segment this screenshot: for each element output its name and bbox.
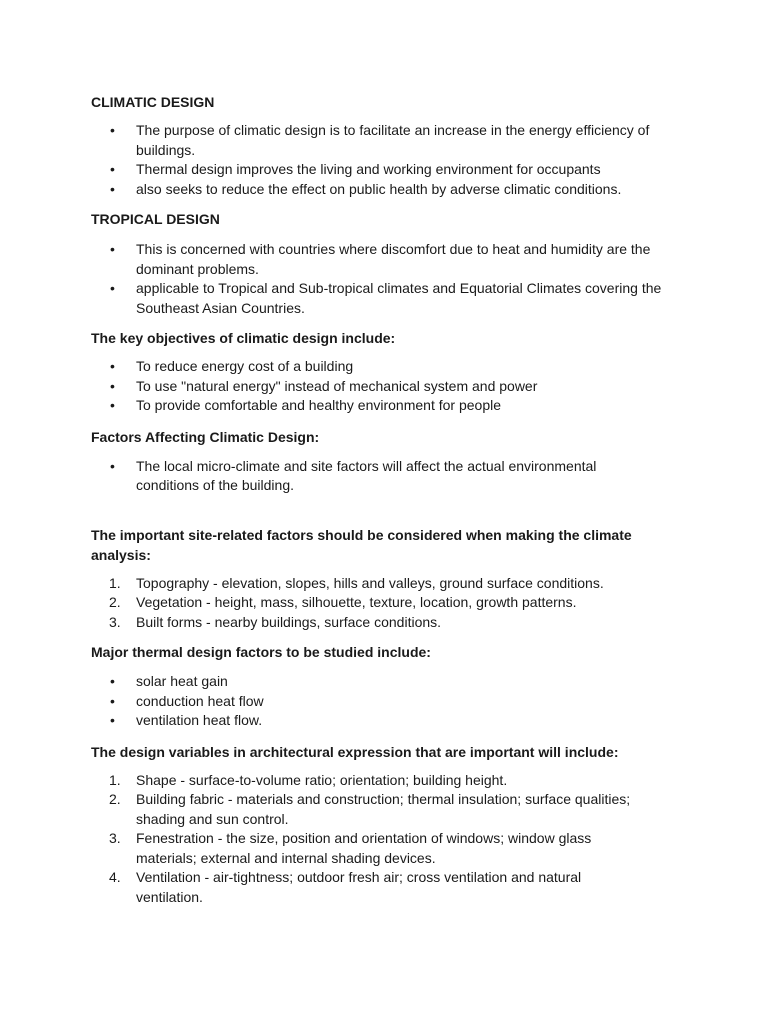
key-objectives-list: [91, 357, 708, 416]
climatic-design-list: [91, 121, 651, 199]
design-variables-list: [91, 771, 651, 908]
item-text: Building fabric - materials and construction; thermal insulation; surface qualities; shading and sun control.: [136, 791, 631, 827]
section-heading-thermal-factors: Major thermal design factors to be studied include:: [91, 644, 431, 660]
item-text: Fenestration - the size, position and orientation of windows; window glass materials; external and internal shading devices.: [136, 830, 592, 866]
item-number: 4.: [109, 869, 121, 885]
factors-list: [91, 457, 651, 496]
item-text: Shape - surface-to-volume ratio; orientation; building height.: [136, 771, 508, 788]
site-factors-list: [91, 574, 708, 633]
item-number: 1.: [109, 574, 121, 591]
section-heading-climatic-design: CLIMATIC DESIGN: [91, 94, 215, 110]
list-item: • solar heat gain: [91, 672, 708, 692]
list-item: • applicable to Tropical and Sub-tropical climates and Equatorial Climates covering the Southeast Asian Countries.: [91, 279, 691, 318]
list-item: [91, 593, 708, 613]
item-text: Vegetation - height, mass, silhouette, texture, location, growth patterns.: [136, 594, 577, 610]
tropical-design-list: [91, 240, 691, 318]
item-text: Topography - elevation, slopes, hills and valleys, ground surface conditions.: [136, 574, 604, 591]
list-item: • Thermal design improves the living and working environment for occupants: [91, 160, 651, 180]
list-item: • To reduce energy cost of a building: [91, 357, 708, 377]
item-number: 3.: [109, 830, 121, 846]
list-item: • ventilation heat flow.: [91, 711, 708, 731]
list-item: • To provide comfortable and healthy environment for people: [91, 396, 708, 416]
item-number: 2.: [109, 791, 121, 807]
item-number: 2.: [109, 594, 121, 610]
item-text: Ventilation - air-tightness; outdoor fresh air; cross ventilation and natural ventilation.: [136, 869, 582, 905]
item-text: Built forms - nearby buildings, surface conditions.: [136, 613, 442, 630]
list-item: • conduction heat flow: [91, 692, 708, 712]
list-item: • This is concerned with countries where discomfort due to heat and humidity are the dominant problems.: [91, 240, 691, 279]
list-item: • To use "natural energy" instead of mechanical system and power: [91, 377, 708, 397]
list-item: [91, 868, 651, 907]
item-number: 3.: [109, 613, 121, 630]
item-number: 1.: [109, 771, 121, 788]
list-item: [91, 829, 651, 868]
section-heading-design-variables: The design variables in architectural expression that are important will include:: [91, 743, 619, 760]
section-heading-factors: Factors Affecting Climatic Design:: [91, 428, 320, 445]
list-item: [91, 790, 651, 829]
section-heading-tropical-design: TROPICAL DESIGN: [91, 211, 220, 227]
section-heading-key-objectives: The key objectives of climatic design include:: [91, 330, 396, 346]
list-item: • The local micro-climate and site factors will affect the actual environmental conditions of the building.: [91, 457, 651, 496]
list-item: [91, 574, 708, 594]
list-item: [91, 771, 651, 791]
list-item: • The purpose of climatic design is to facilitate an increase in the energy efficiency of buildings.: [91, 121, 651, 160]
section-heading-site-factors: The important site-related factors should be considered when making the climate analysis:: [91, 526, 632, 563]
list-item: • also seeks to reduce the effect on public health by adverse climatic conditions.: [91, 180, 651, 200]
list-item: [91, 613, 708, 633]
thermal-factors-list: [91, 672, 708, 731]
